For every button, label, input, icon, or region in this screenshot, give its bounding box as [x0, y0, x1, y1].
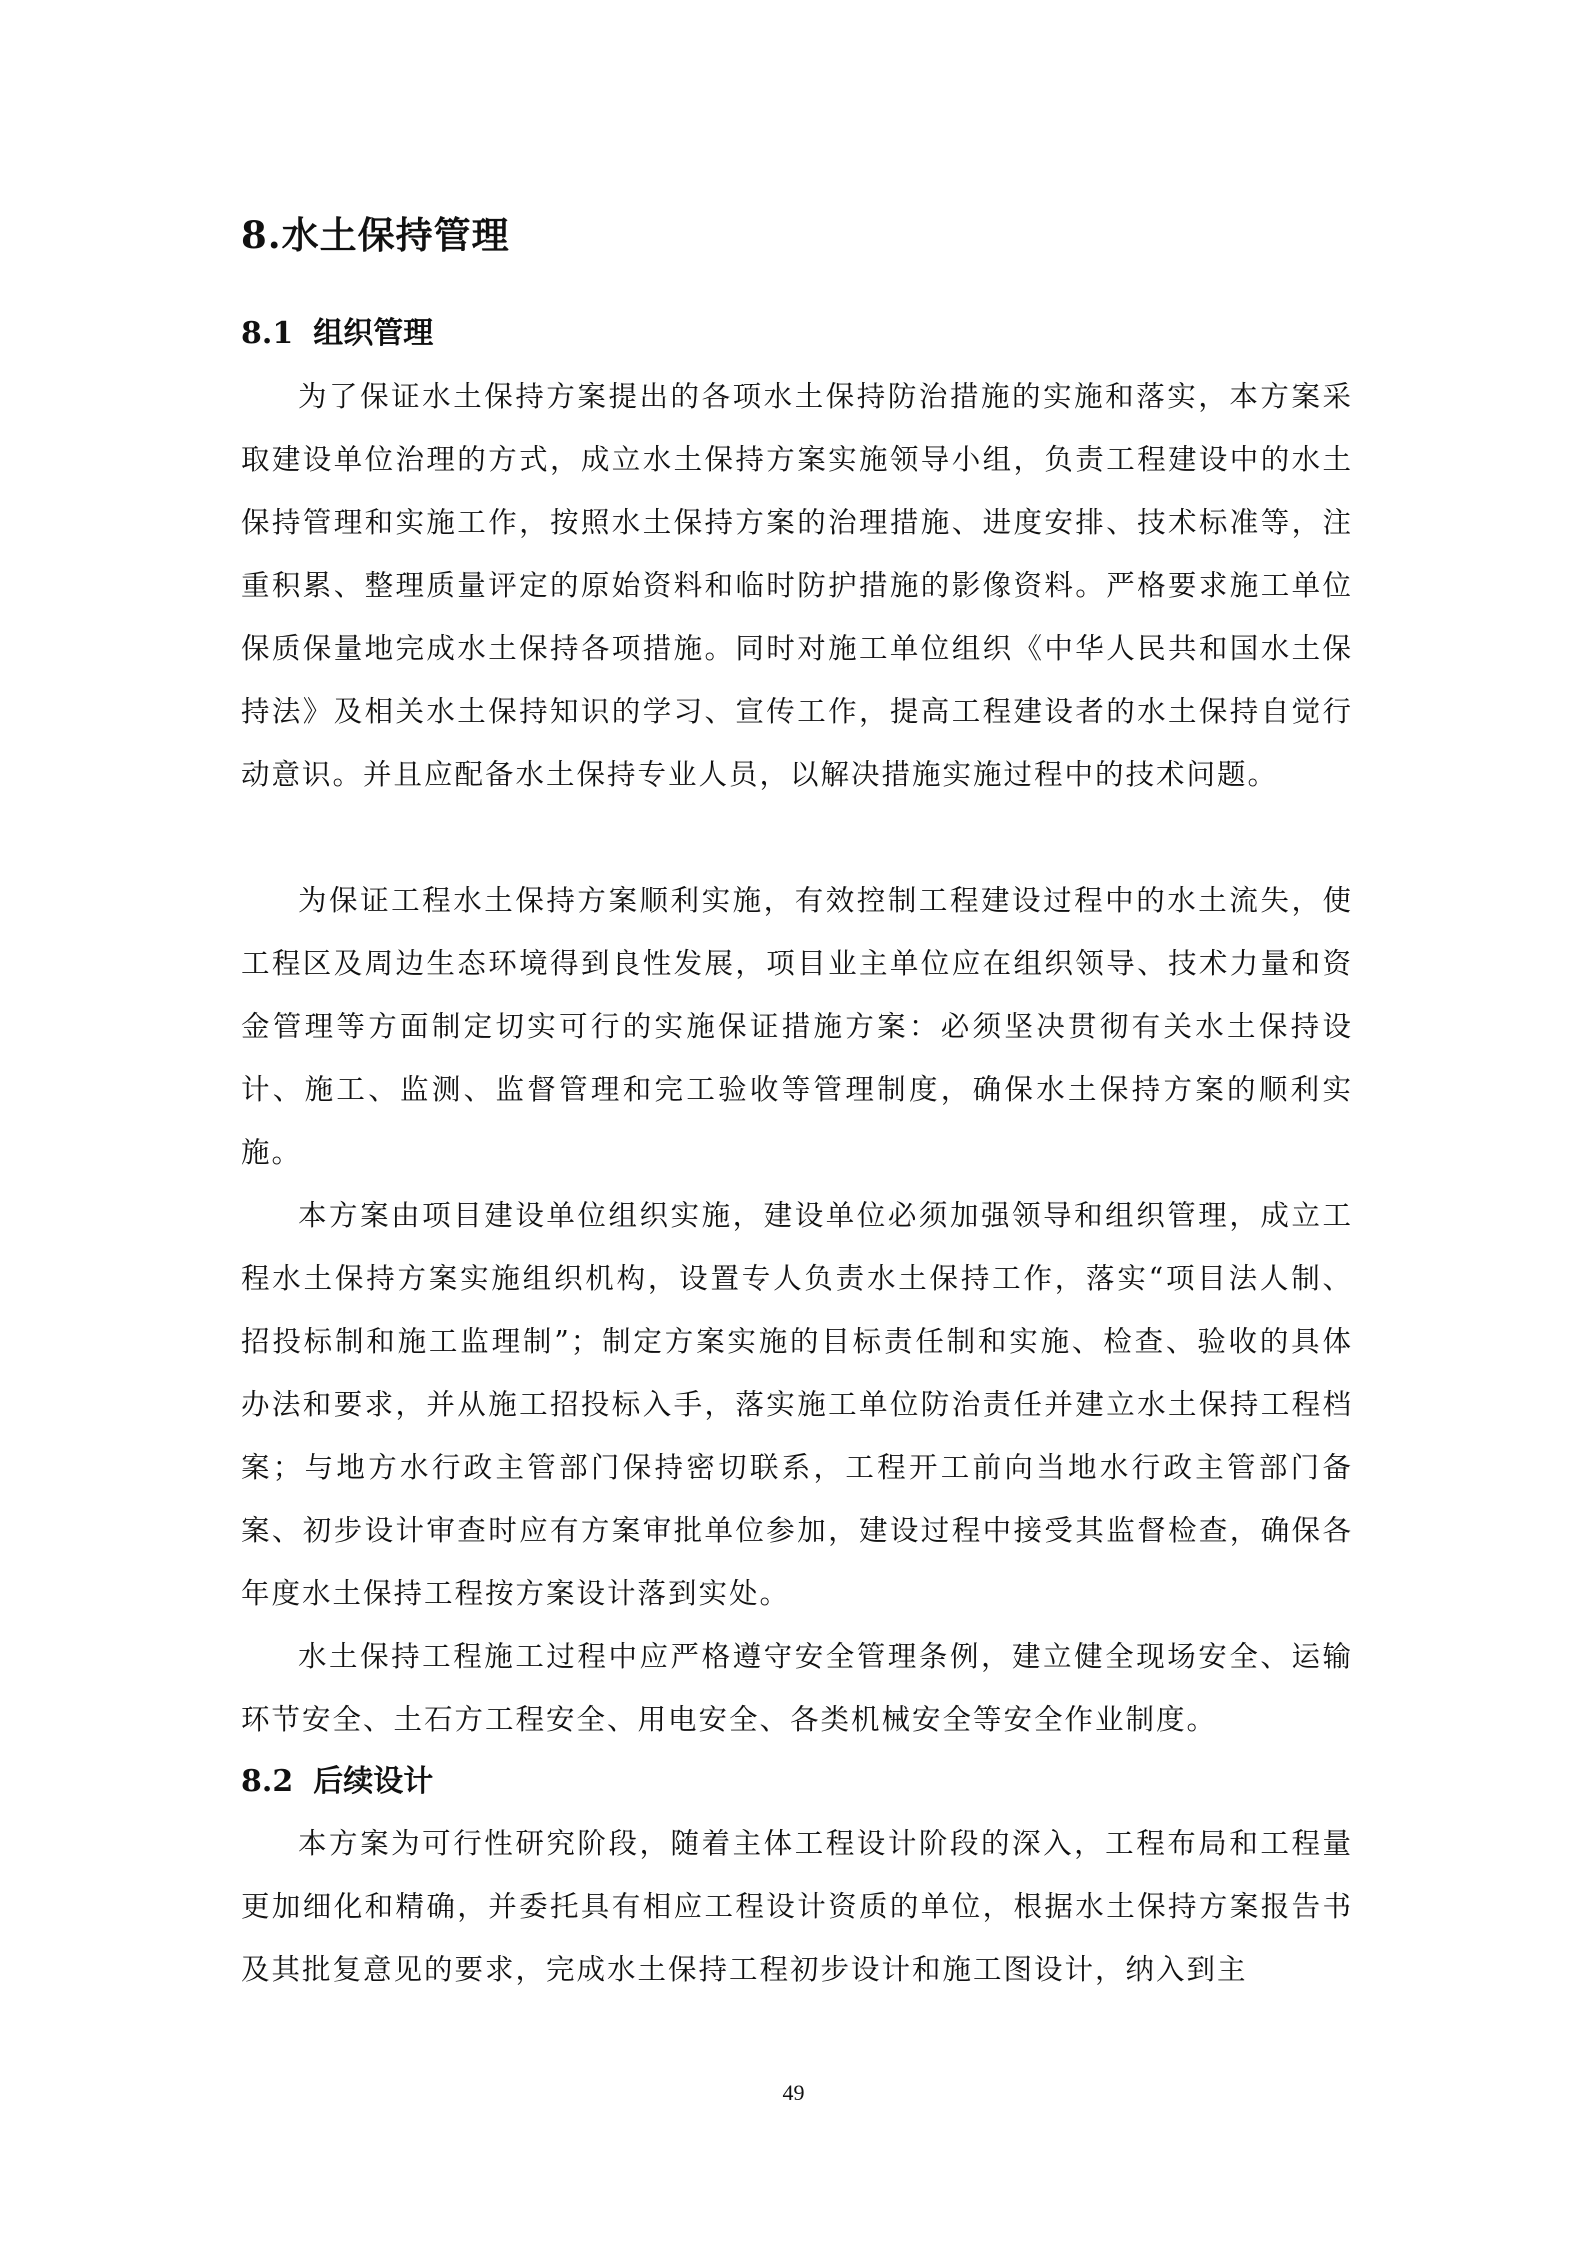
paragraph: 本方案为可行性研究阶段，随着主体工程设计阶段的深入，工程布局和工程量更加细化和精确，并委托具有相应工程设计资质的单位，根据水土保持方案报告书及其批复意见的要求，完成水土保持工程初步设计和施工图设计，纳入到主 — [241, 1827, 1353, 1986]
paragraph: 本方案由项目建设单位组织实施，建设单位必须加强领导和组织管理，成立工程水土保持方案实施组织机构，设置专人负责水土保持工作，落实“项目法人制、招投标制和施工监理制”；制定方案实施的目标责任制和实施、检查、验收的具体办法和要求，并从施工招投标入手，落实施工单位防治责任并建立水土保持工程档案；与地方水行政主管部门保持密切联系，工程开工前向当地水行政主管部门备案、初步设计审查时应有方案审批单位参加，建设过程中接受其监督检查，确保各年度水土保持工程按方案设计落到实处。 — [241, 1199, 1353, 1610]
section-heading-8-1 — [241, 308, 433, 352]
section-number: 8.2 — [241, 1764, 294, 1799]
section-title: 组织管理 — [313, 316, 434, 351]
chapter-title: 8.水土保持管理 — [241, 213, 510, 257]
paragraph: 水土保持工程施工过程中应严格遵守安全管理条例，建立健全现场安全、运输环节安全、土石方工程安全、用电安全、各类机械安全等安全作业制度。 — [241, 1640, 1353, 1736]
page-number: 49 — [782, 2080, 805, 2105]
section-heading-8-2 — [241, 1756, 433, 1800]
section-title: 后续设计 — [313, 1764, 434, 1799]
section-number: 8.1 — [241, 316, 294, 351]
paragraph: 为保证工程水土保持方案顺利实施，有效控制工程建设过程中的水土流失，使工程区及周边生态环境得到良性发展，项目业主单位应在组织领导、技术力量和资金管理等方面制定切实可行的实施保证措施方案：必须坚决贯彻有关水土保持设计、施工、监测、监督管理和完工验收等管理制度，确保水土保持方案的顺利实施。 — [241, 884, 1353, 1169]
paragraph: 为了保证水土保持方案提出的各项水土保持防治措施的实施和落实，本方案采取建设单位治理的方式，成立水土保持方案实施领导小组，负责工程建设中的水土保持管理和实施工作，按照水土保持方案的治理措施、进度安排、技术标准等，注重积累、整理质量评定的原始资料和临时防护措施的影像资料。严格要求施工单位保质保量地完成水土保持各项措施。同时对施工单位组织《中华人民共和国水土保持法》及相关水土保持知识的学习、宣传工作，提高工程建设者的水土保持自觉行动意识。并且应配备水土保持专业人员，以解决措施实施过程中的技术问题。 — [241, 380, 1353, 791]
